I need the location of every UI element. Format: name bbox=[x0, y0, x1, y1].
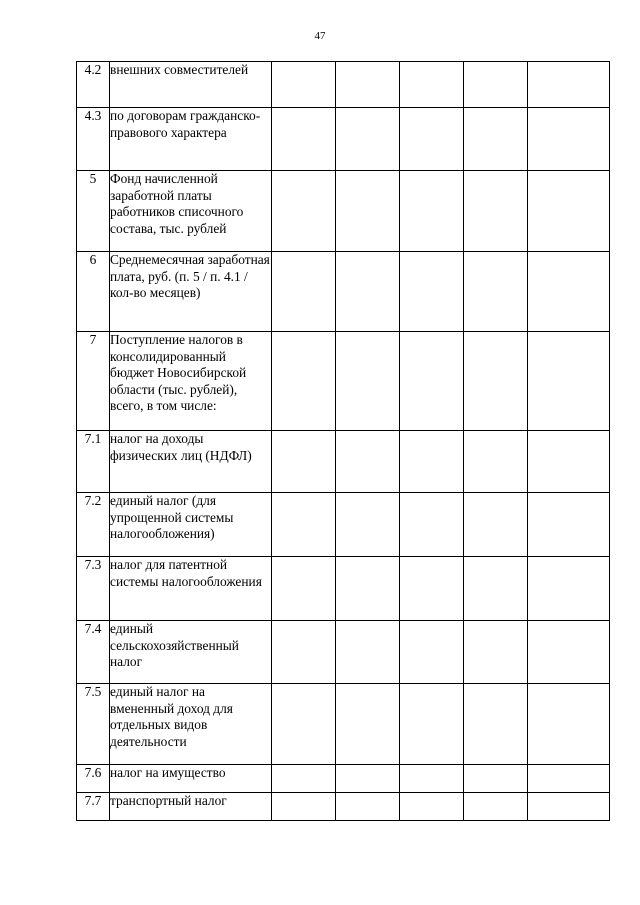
data-cell bbox=[336, 557, 400, 621]
data-cell bbox=[336, 332, 400, 431]
data-cell bbox=[464, 793, 528, 821]
table-row bbox=[77, 684, 610, 765]
data-cell bbox=[336, 431, 400, 493]
row-number: 7.4 bbox=[77, 621, 110, 684]
data-cell bbox=[336, 108, 400, 171]
data-cell bbox=[528, 171, 610, 252]
table-row bbox=[77, 171, 610, 252]
page-number: 47 bbox=[314, 30, 326, 42]
data-cell bbox=[464, 431, 528, 493]
data-cell bbox=[464, 62, 528, 108]
row-label: налог на имущество bbox=[110, 765, 272, 793]
data-cell bbox=[272, 793, 336, 821]
data-cell bbox=[528, 621, 610, 684]
data-cell bbox=[272, 765, 336, 793]
row-label: Поступление налогов в консолидированный бюджет Новосибирской области (тыс. рублей), всего, в том числе: bbox=[110, 332, 272, 431]
data-cell bbox=[272, 62, 336, 108]
data-cell bbox=[272, 171, 336, 252]
table-row bbox=[77, 793, 610, 821]
row-number: 7.7 bbox=[77, 793, 110, 821]
data-cell bbox=[528, 332, 610, 431]
data-cell bbox=[464, 332, 528, 431]
data-cell bbox=[528, 108, 610, 171]
table-row bbox=[77, 493, 610, 557]
row-label: Фонд начисленной заработной платы работников списочного состава, тыс. рублей bbox=[110, 171, 272, 252]
data-cell bbox=[400, 765, 464, 793]
row-label: внешних совместителей bbox=[110, 62, 272, 108]
data-cell bbox=[464, 252, 528, 332]
data-cell bbox=[528, 431, 610, 493]
row-label: единый сельскохозяйственный налог bbox=[110, 621, 272, 684]
data-cell bbox=[272, 621, 336, 684]
data-cell bbox=[528, 493, 610, 557]
data-cell bbox=[400, 684, 464, 765]
data-cell bbox=[400, 621, 464, 684]
row-label: единый налог на вмененный доход для отдельных видов деятельности bbox=[110, 684, 272, 765]
data-cell bbox=[464, 684, 528, 765]
row-number: 4.2 bbox=[77, 62, 110, 108]
data-cell bbox=[400, 108, 464, 171]
data-cell bbox=[336, 171, 400, 252]
data-cell bbox=[272, 332, 336, 431]
row-number: 6 bbox=[77, 252, 110, 332]
data-cell bbox=[272, 493, 336, 557]
data-cell bbox=[528, 62, 610, 108]
row-number: 7.6 bbox=[77, 765, 110, 793]
data-cell bbox=[464, 765, 528, 793]
data-cell bbox=[336, 793, 400, 821]
row-label: налог на доходы физических лиц (НДФЛ) bbox=[110, 431, 272, 493]
data-cell bbox=[400, 793, 464, 821]
row-number: 5 bbox=[77, 171, 110, 252]
table-row bbox=[77, 332, 610, 431]
row-number: 4.3 bbox=[77, 108, 110, 171]
row-number: 7 bbox=[77, 332, 110, 431]
row-number: 7.1 bbox=[77, 431, 110, 493]
data-cell bbox=[272, 252, 336, 332]
table-row bbox=[77, 557, 610, 621]
data-cell bbox=[400, 252, 464, 332]
table-row bbox=[77, 108, 610, 171]
data-cell bbox=[272, 684, 336, 765]
row-number: 7.5 bbox=[77, 684, 110, 765]
table-row bbox=[77, 431, 610, 493]
data-cell bbox=[272, 557, 336, 621]
data-cell bbox=[464, 171, 528, 252]
data-cell bbox=[272, 108, 336, 171]
data-cell bbox=[528, 765, 610, 793]
data-cell bbox=[336, 493, 400, 557]
data-cell bbox=[464, 557, 528, 621]
data-cell bbox=[336, 62, 400, 108]
report-table bbox=[76, 61, 610, 821]
row-number: 7.2 bbox=[77, 493, 110, 557]
data-cell bbox=[464, 493, 528, 557]
row-label: Среднемесячная заработная плата, руб. (п. 5 / п. 4.1 / кол-во месяцев) bbox=[110, 252, 272, 332]
table-row bbox=[77, 621, 610, 684]
data-cell bbox=[400, 62, 464, 108]
data-cell bbox=[272, 431, 336, 493]
data-cell bbox=[400, 332, 464, 431]
data-cell bbox=[528, 557, 610, 621]
row-label: налог для патентной системы налогообложения bbox=[110, 557, 272, 621]
row-label: единый налог (для упрощенной системы налогообложения) bbox=[110, 493, 272, 557]
data-cell bbox=[336, 252, 400, 332]
data-cell bbox=[528, 252, 610, 332]
table-row bbox=[77, 252, 610, 332]
data-cell bbox=[336, 621, 400, 684]
row-label: транспортный налог bbox=[110, 793, 272, 821]
data-cell bbox=[336, 684, 400, 765]
data-cell bbox=[400, 431, 464, 493]
row-label: по договорам гражданско-правового характера bbox=[110, 108, 272, 171]
table-row bbox=[77, 765, 610, 793]
data-cell bbox=[528, 793, 610, 821]
data-cell bbox=[464, 621, 528, 684]
data-cell bbox=[336, 765, 400, 793]
data-cell bbox=[400, 557, 464, 621]
table-row bbox=[77, 62, 610, 108]
data-cell bbox=[464, 108, 528, 171]
data-cell bbox=[400, 171, 464, 252]
data-cell bbox=[400, 493, 464, 557]
row-number: 7.3 bbox=[77, 557, 110, 621]
data-cell bbox=[528, 684, 610, 765]
